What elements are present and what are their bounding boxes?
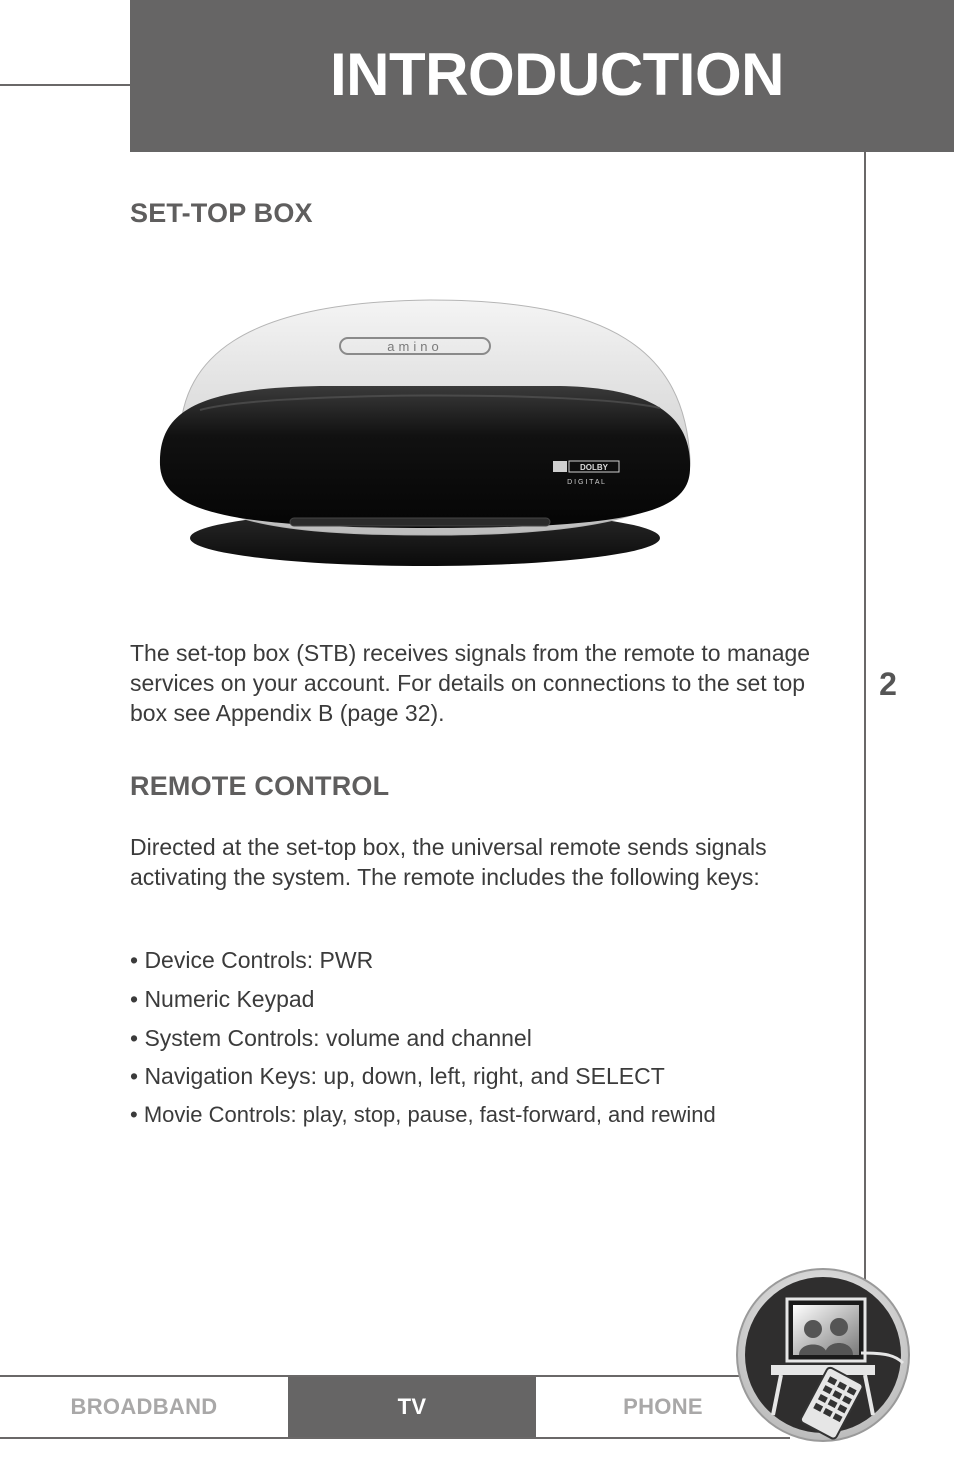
remote-keys-list <box>130 946 716 1140</box>
footer-nav <box>0 1375 790 1439</box>
tab-broadband[interactable]: BROADBAND <box>0 1377 288 1437</box>
brand-logo: amino <box>387 339 443 354</box>
list-item: • Movie Controls: play, stop, pause, fast-forward, and rewind <box>130 1102 716 1128</box>
tv-icon <box>735 1265 915 1445</box>
page-number: 2 <box>879 666 897 702</box>
list-item: • Numeric Keypad <box>130 985 315 1012</box>
right-margin-rule <box>864 152 866 1282</box>
remote-control-heading: REMOTE CONTROL <box>130 771 390 801</box>
tab-tv[interactable]: TV <box>288 1377 536 1437</box>
page-title: INTRODUCTION <box>330 41 784 108</box>
header-band <box>130 0 954 152</box>
remote-control-description: Directed at the set-top box, the universal remote sends signals activating the system. The remote includes the following keys: <box>130 834 767 890</box>
list-item: • System Controls: volume and channel <box>130 1024 532 1051</box>
top-left-rule <box>0 84 130 86</box>
set-top-box-image <box>140 290 700 580</box>
tab-phone[interactable]: PHONE <box>536 1377 790 1437</box>
list-item: • Device Controls: PWR <box>130 947 374 973</box>
set-top-box-heading: SET-TOP BOX <box>130 198 313 228</box>
digital-badge-text: D I G I T A L <box>567 479 605 486</box>
dolby-badge-text: DOLBY <box>580 463 608 472</box>
list-item: • Navigation Keys: up, down, left, right, and SELECT <box>130 1063 665 1090</box>
set-top-box-description: The set-top box (STB) receives signals from the remote to manage services on your account. For details on connections to the set top box see Appendix B (page 32). <box>130 640 811 726</box>
